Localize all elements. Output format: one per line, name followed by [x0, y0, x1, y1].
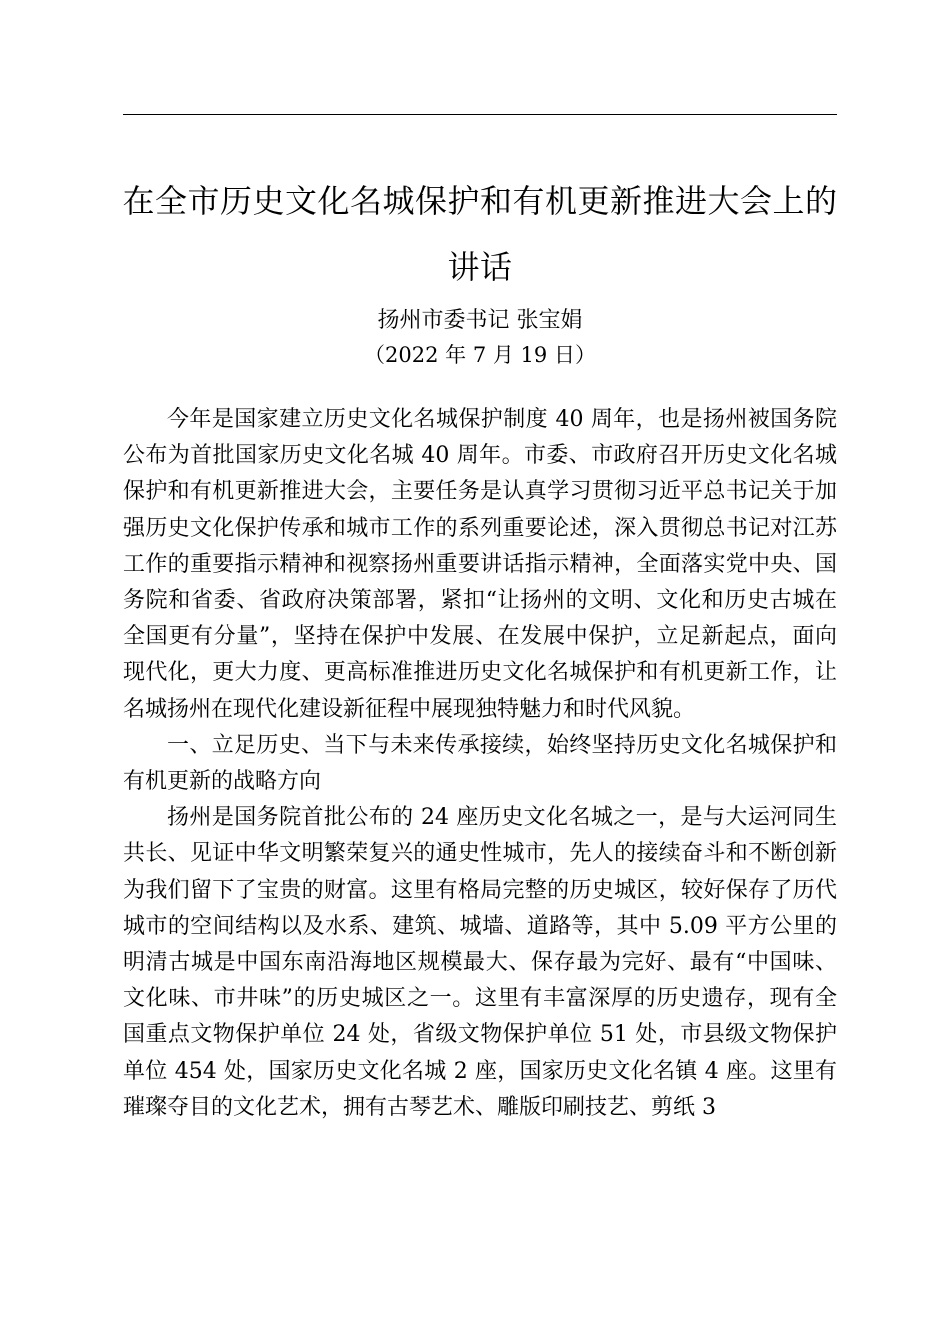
document-body	[123, 402, 837, 1126]
page-title: 在全市历史文化名城保护和有机更新推进大会上的讲话	[122, 182, 838, 286]
section-heading: 一、立足历史、当下与未来传承接续，始终坚持历史文化名城保护和有机更新的战略方向	[123, 732, 837, 795]
body-paragraph: 今年是国家建立历史文化名城保护制度 40 周年，也是扬州被国务院公布为首批国家历史文化名城 40 周年。市委、市政府召开历史文化名城保护和有机更新推进大会，主要任务是认真学习贯彻习近平总书记关于加强历史文化保护传承和城市工作的系列重要论述，深入贯彻总书记对江苏工作的重要指示精神和视察扬州重要讲话指示精神，全面落实党中央、国务院和省委、省政府决策部署，紧扣“让扬州的文明、文化和历史古城在全国更有分量”，坚持在保护中发展、在发展中保护，立足新起点，面向现代化，更大力度、更高标准推进历史文化名城保护和有机更新工作，让名城扬州在现代化建设新征程中展现独特魅力和时代风貌。	[123, 407, 837, 722]
body-paragraph: 扬州是国务院首批公布的 24 座历史文化名城之一，是与大运河同生共长、见证中华文明繁荣复兴的通史性城市，先人的接续奋斗和不断创新为我们留下了宝贵的财富。这里有格局完整的历史城区，较好保存了历代城市的空间结构以及水系、建筑、城墙、道路等，其中 5.09 平方公里的明清古城是中国东南沿海地区规模最大、保存最为完好、最有“中国味、文化味、市井味”的历史城区之一。这里有丰富深厚的历史遗存，现有全国重点文物保护单位 24 处，省级文物保护单位 51 处，市县级文物保护单位 454 处，国家历史文化名城 2 座，国家历史文化名镇 4 座。这里有璀璨夺目的文化艺术，拥有古琴艺术、雕版印刷技艺、剪纸 3	[123, 805, 837, 1120]
top-divider	[123, 114, 837, 115]
author-byline: 扬州市委书记 张宝娟	[377, 308, 583, 333]
speech-date: （2022 年 7 月 19 日）	[364, 343, 596, 367]
